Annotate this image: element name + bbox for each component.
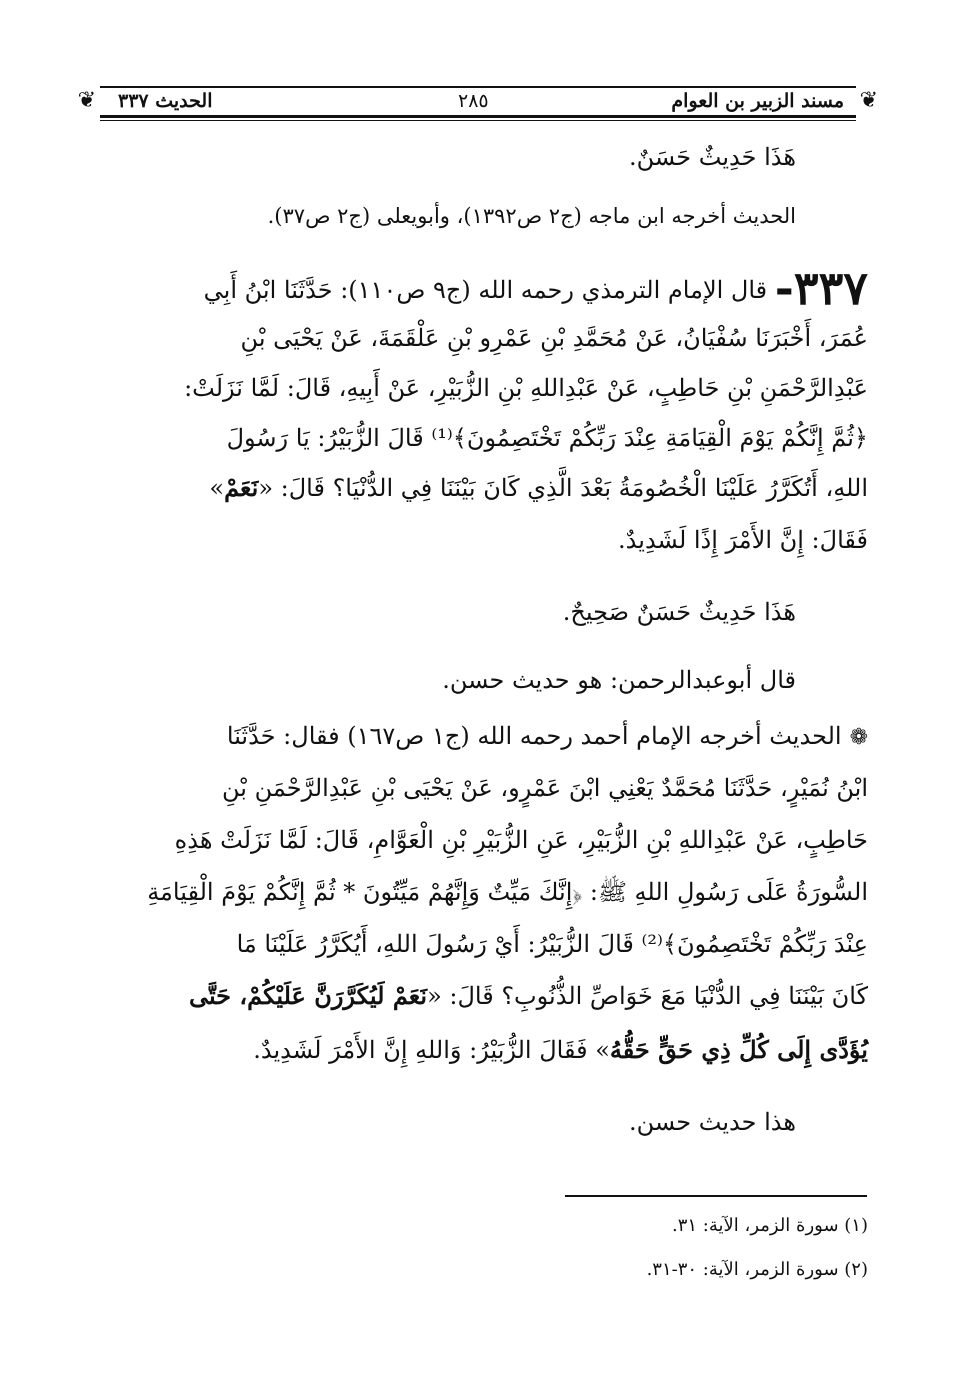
page-number: ٢٨٥: [458, 90, 489, 112]
quran-verse-line: ﴿ثُمَّ إِنَّكُمْ يَوْمَ الْقِيَامَةِ عِنْدَ رَبِّكُمْ تَخْتَصِمُونَ﴾⁽¹⁾ قَالَ الزُّبَيْرُ: يَا رَسُولَ: [226, 424, 868, 452]
header-bottom-thin-rule: [100, 120, 856, 121]
flower-icon: ❁: [849, 725, 868, 750]
footnote-separator: [565, 1195, 867, 1197]
grading-line: هذا حديث حسن.: [628, 1108, 796, 1136]
text-line: [253, 1030, 868, 1070]
text-line: عُمَرَ، أَخْبَرَنَا سُفْيَانُ، عَنْ مُحَمَّدِ بْنِ عَمْرِو بْنِ عَلْقَمَةَ، عَنْ يَحْيَى بْنِ: [240, 324, 868, 352]
text-line: ابْنُ نُمَيْرٍ، حَدَّثَنَا مُحَمَّدٌ يَعْنِي ابْنَ عَمْرٍو، عَنْ يَحْيَى بْنِ عَبْدِالرَّحْمَنِ بْنِ: [222, 774, 868, 802]
footnote: (٢) سورة الزمر، الآية: ٣٠-٣١.: [646, 1259, 868, 1280]
text-span: كَانَ بَيْنَنَا فِي الدُّنْيَا مَعَ خَوَاصِّ الذُّنُوبِ؟ قَالَ: «: [427, 982, 868, 1010]
prophet-answer: نَعَمْ لَيُكَرَّرَنَّ عَلَيْكُمْ، حَتَّى: [188, 981, 428, 1010]
prophet-answer: نَعَمْ: [224, 473, 259, 502]
left-ornament-icon: ❦: [77, 88, 96, 113]
hadith-label: الحديث ٣٣٧: [118, 90, 213, 112]
grading-line: هَذَا حَدِيثٌ حَسَنٌ صَحِيحٌ.: [562, 598, 796, 626]
author-note: قال أبوعبدالرحمن: هو حديث حسن.: [442, 666, 796, 694]
text-line: عِنْدَ رَبِّكُمْ تَخْتَصِمُونَ﴾⁽²⁾ قَالَ الزُّبَيْرُ: أَيْ رَسُولَ اللهِ، أَيُكَرَّرُ عَلَيْنَا مَا: [236, 930, 868, 958]
text-span: » فَقَالَ الزُّبَيْرُ: وَاللهِ إِنَّ الأَمْرَ لَشَدِيدٌ.: [253, 1036, 610, 1064]
text-line: [189, 976, 868, 1016]
text-span: »: [209, 474, 225, 502]
text-line: [227, 716, 868, 758]
text-line: حَاطِبٍ، عَنْ عَبْدِاللهِ بْنِ الزُّبَيْرِ، عَنِ الزُّبَيْرِ بْنِ الْعَوَّامِ، قَالَ: لَمَّا نَزَلَتْ هَذِهِ: [174, 826, 868, 854]
footnote: (١) سورة الزمر، الآية: ٣١.: [672, 1215, 868, 1236]
book-title: مسند الزبير بن العوام: [671, 90, 844, 112]
header-top-rule: [100, 86, 856, 88]
running-header: [78, 84, 878, 120]
text-span: الحديث أخرجه الإمام أحمد رحمه الله (ج١ ص١٦٧) فقال: حَدَّثَنَا: [226, 722, 842, 750]
hadith-number: ٣٣٧-: [774, 261, 868, 315]
header-bottom-rule: [100, 115, 856, 118]
hadith-heading-line: [203, 261, 868, 315]
text-line: فَقَالَ: إِنَّ الأَمْرَ إِذًا لَشَدِيدٌ.: [618, 526, 868, 554]
text-span: قال الإمام الترمذي رحمه الله (ج٩ ص١١٠): حَدَّثَنَا ابْنُ أَبِي: [203, 276, 775, 304]
text-line: هَذَا حَدِيثٌ حَسَنٌ.: [628, 143, 796, 171]
text-line: [209, 468, 868, 508]
text-line: الحديث أخرجه ابن ماجه (ج٢ ص١٣٩٢)، وأبويعلى (ج٢ ص٣٧).: [267, 204, 796, 228]
text-span: اللهِ، أَتُكَرَّرُ عَلَيْنَا الْخُصُومَةُ بَعْدَ الَّذِي كَانَ بَيْنَنَا فِي الدُّنْيَا؟ قَالَ: «: [258, 474, 868, 502]
text-line: السُّورَةُ عَلَى رَسُولِ اللهِ ﷺ: ﴿إِنَّكَ مَيِّتٌ وَإِنَّهُمْ مَيِّتُونَ * ثُمَّ إِنَّكُمْ يَوْمَ الْقِيَامَةِ: [147, 878, 868, 906]
prophet-answer: يُؤَدَّى إِلَى كُلِّ ذِي حَقٍّ حَقُّهُ: [609, 1035, 868, 1064]
text-line: عَبْدِالرَّحْمَنِ بْنِ حَاطِبٍ، عَنْ عَبْدِاللهِ بْنِ الزُّبَيْرِ، عَنْ أَبِيهِ، قَالَ: لَمَّا نَزَلَتْ:: [184, 374, 868, 402]
right-ornament-icon: ❦: [859, 88, 878, 113]
